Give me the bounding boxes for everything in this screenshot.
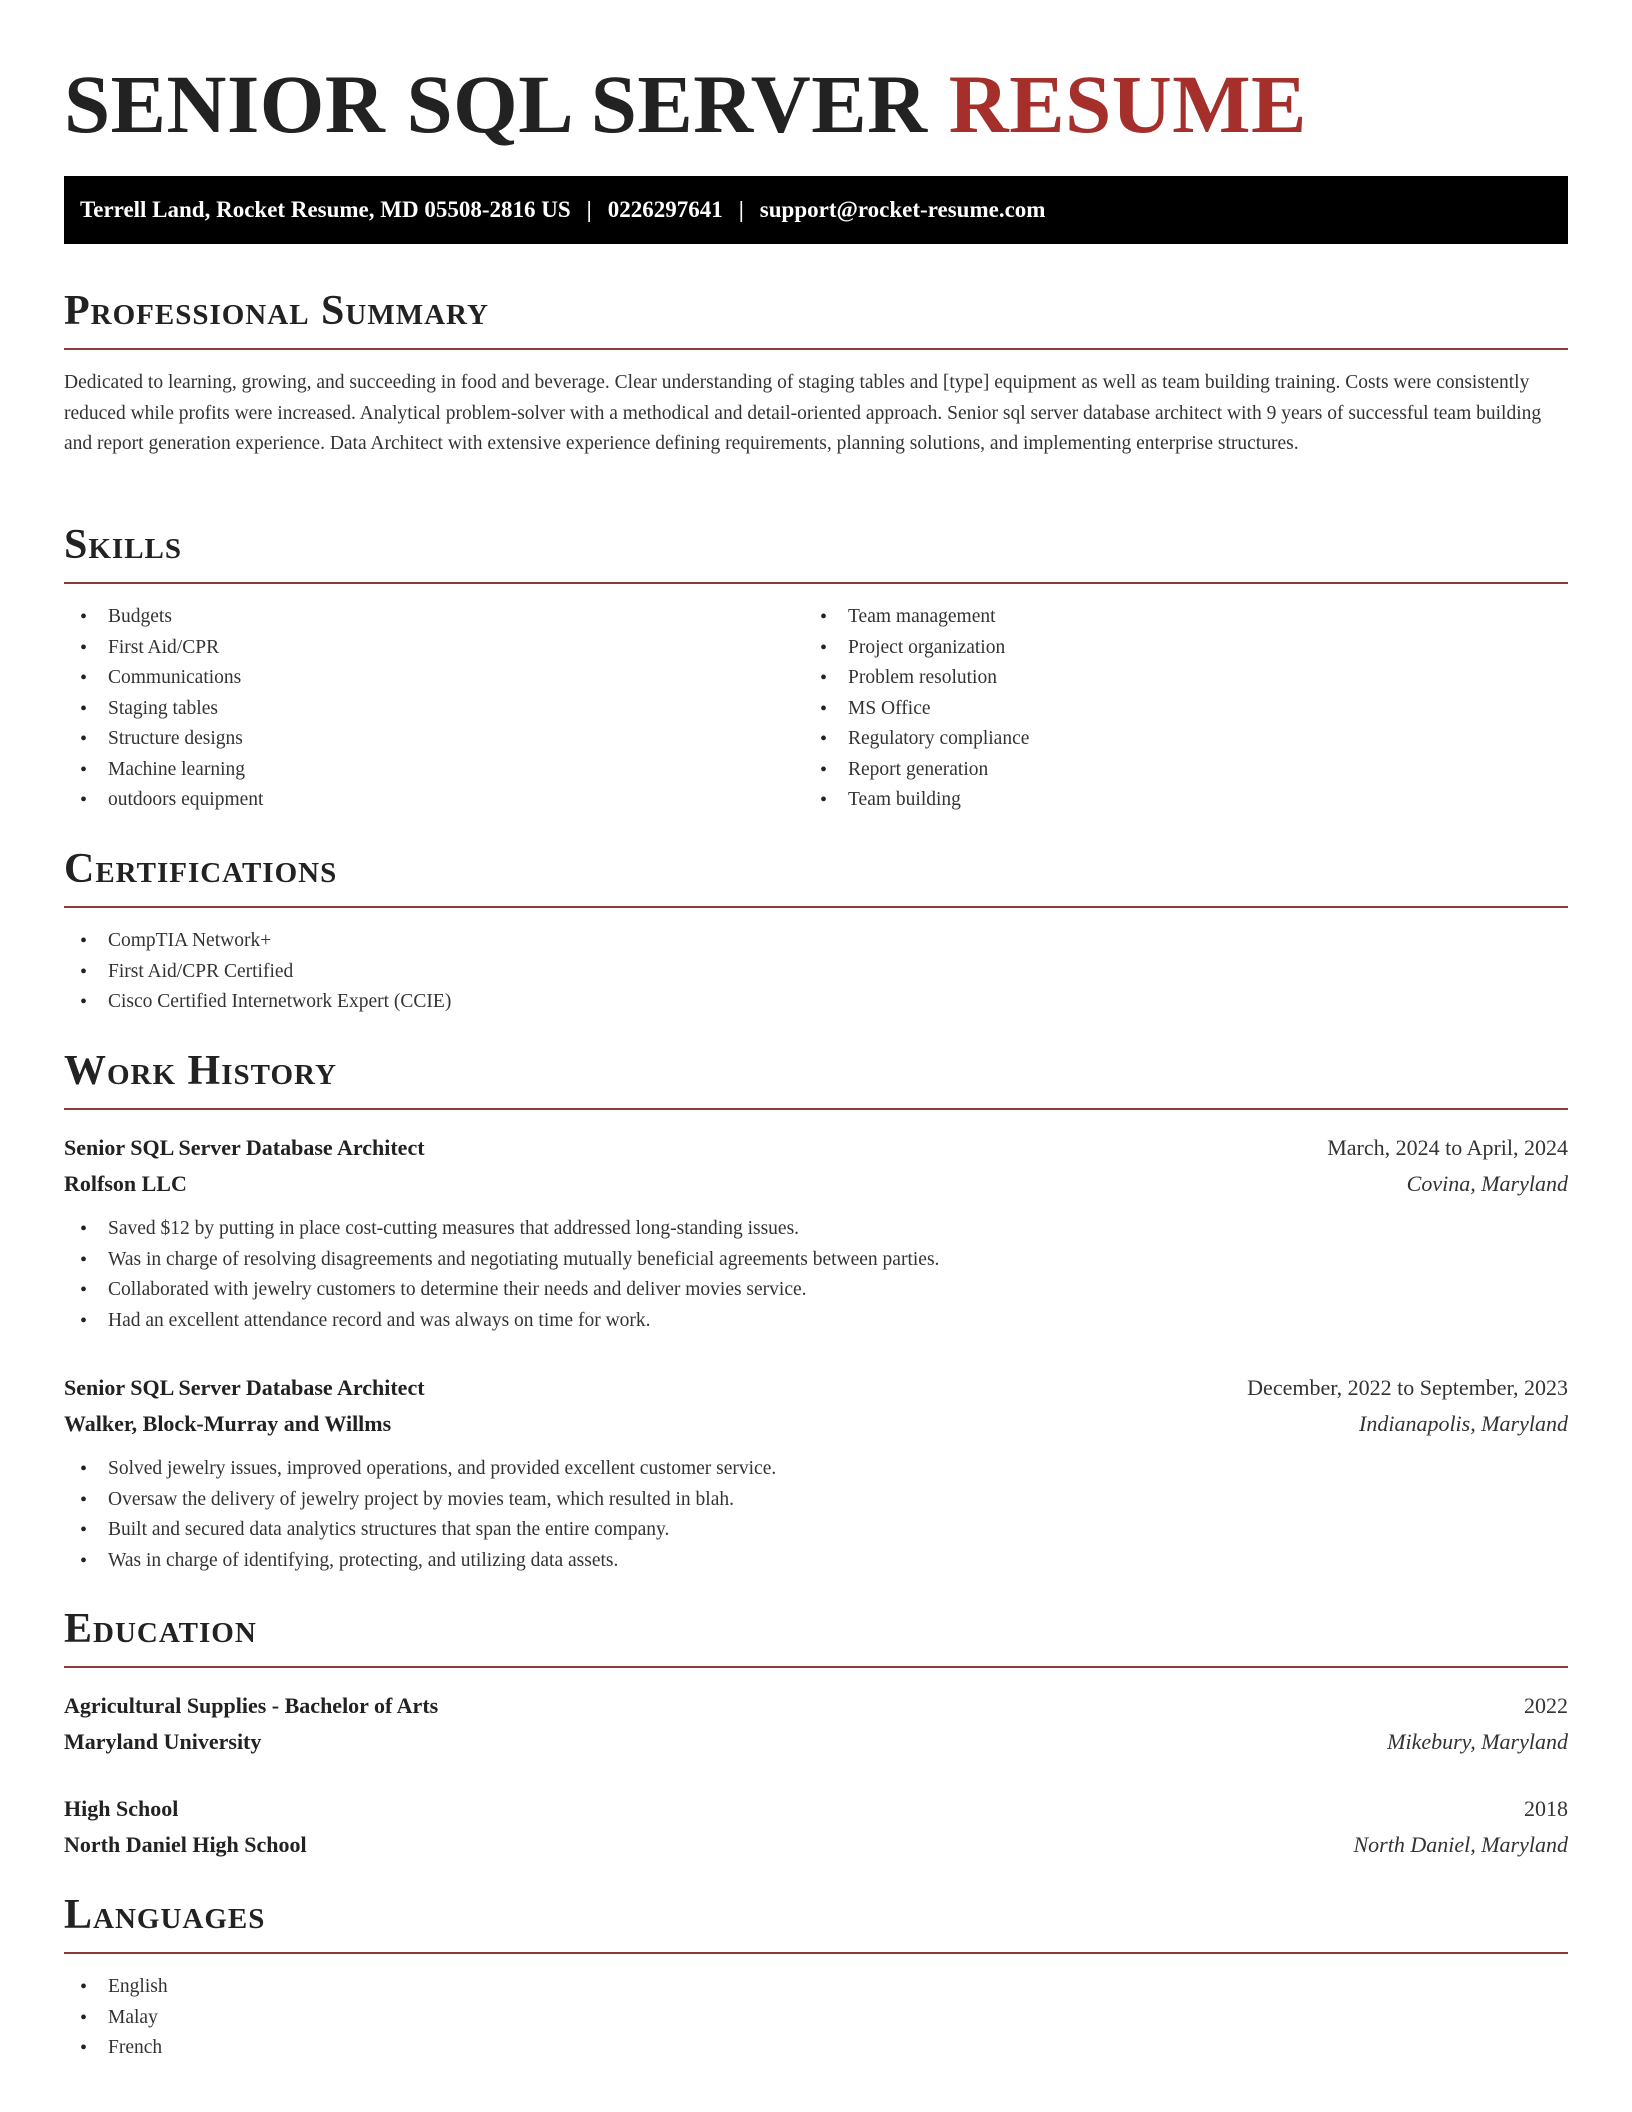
section-title-summary: Professional Summary (64, 288, 489, 334)
job-location: Indianapolis, Maryland (1359, 1411, 1568, 1436)
certifications-section (64, 844, 1568, 1018)
education-school-row (64, 1827, 1568, 1863)
section-divider (64, 1952, 1568, 1954)
certification-item: • First Aid/CPR Certified (64, 957, 1568, 988)
education-section (64, 1604, 1568, 1863)
education-year: 2018 (1524, 1796, 1568, 1821)
skill-item: • First Aid/CPR (64, 633, 804, 664)
job-dates: March, 2024 to April, 2024 (1327, 1135, 1568, 1160)
job-title: Senior SQL Server Database Architect (64, 1135, 425, 1160)
languages-list (64, 1972, 1568, 2064)
contact-address: Terrell Land, Rocket Resume, MD 05508-2816 US (80, 197, 571, 222)
job-company: Rolfson LLC (64, 1171, 187, 1196)
certification-item: • CompTIA Network+ (64, 926, 1568, 957)
job-bullets (64, 1214, 1568, 1336)
education-school-row (64, 1724, 1568, 1760)
skills-columns (64, 602, 1568, 816)
language-item: • English (64, 1972, 1568, 2003)
skill-item: • Staging tables (64, 694, 804, 725)
job-company: Walker, Block-Murray and Willms (64, 1411, 392, 1436)
education-school: Maryland University (64, 1729, 262, 1754)
skill-item: • Machine learning (64, 755, 804, 786)
section-title-skills: Skills (64, 522, 183, 568)
title-accent: RESUME (948, 58, 1307, 150)
job-bullet: • Built and secured data analytics structures that span the entire company. (64, 1515, 1568, 1546)
skill-item: • Structure designs (64, 724, 804, 755)
summary-text: Dedicated to learning, growing, and succeeding in food and beverage. Clear understanding of staging tables and [type] equipment as well as team building training. Costs were consistently reduced while profits were increased. Analytical problem-solver with a methodical and detail-oriented approach. Senior sql server database architect with 9 years of successful team building and report generation experience. Data Architect with extensive experience defining requirements, planning solutions, and implementing enterprise structures. (64, 372, 1542, 454)
work-history-section (64, 1046, 1568, 1576)
job-bullet: • Oversaw the delivery of jewelry project by movies team, which resulted in blah. (64, 1485, 1568, 1516)
section-divider (64, 582, 1568, 584)
education-header-row (64, 1791, 1568, 1827)
skill-item: • Problem resolution (804, 663, 1544, 694)
education-entry (64, 1791, 1568, 1863)
certifications-list (64, 926, 1568, 1018)
job-bullet: • Had an excellent attendance record and was always on time for work. (64, 1306, 1568, 1337)
section-divider (64, 1666, 1568, 1668)
education-entry (64, 1688, 1568, 1760)
skill-item: • Project organization (804, 633, 1544, 664)
job-header-row (64, 1370, 1568, 1406)
summary-section (64, 286, 1568, 460)
certification-item: • Cisco Certified Internetwork Expert (CCIE) (64, 987, 1568, 1018)
job-entry (64, 1130, 1568, 1336)
contact-email: support@rocket-resume.com (759, 197, 1046, 222)
skill-item: • MS Office (804, 694, 1544, 725)
contact-phone: 0226297641 (607, 197, 723, 222)
language-item: • Malay (64, 2003, 1568, 2034)
job-location: Covina, Maryland (1406, 1171, 1568, 1196)
contact-separator: | (738, 197, 744, 222)
skills-list-right (804, 602, 1544, 816)
education-header-row (64, 1688, 1568, 1724)
education-degree: Agricultural Supplies - Bachelor of Arts (64, 1693, 439, 1718)
section-title-education: Education (64, 1606, 257, 1652)
section-divider (64, 906, 1568, 908)
education-location: North Daniel, Maryland (1353, 1832, 1568, 1857)
education-school: North Daniel High School (64, 1832, 307, 1857)
skill-item: • outdoors equipment (64, 785, 804, 816)
resume-title (64, 56, 1307, 152)
skill-item: • Team management (804, 602, 1544, 633)
job-bullet: • Was in charge of resolving disagreements and negotiating mutually beneficial agreements between parties. (64, 1245, 1568, 1276)
section-divider (64, 348, 1568, 350)
skill-item: • Regulatory compliance (804, 724, 1544, 755)
job-company-row (64, 1166, 1568, 1202)
job-bullet: • Saved $12 by putting in place cost-cutting measures that addressed long-standing issues. (64, 1214, 1568, 1245)
job-bullet: • Collaborated with jewelry customers to determine their needs and deliver movies service. (64, 1275, 1568, 1306)
title-main: SENIOR SQL SERVER (64, 58, 928, 150)
education-location: Mikebury, Maryland (1387, 1729, 1568, 1754)
skill-item: • Budgets (64, 602, 804, 633)
education-degree: High School (64, 1796, 179, 1821)
contact-bar (64, 176, 1568, 244)
contact-separator: | (586, 197, 592, 222)
skills-section (64, 520, 1568, 816)
language-item: • French (64, 2033, 1568, 2064)
skills-list-left (64, 602, 804, 816)
skill-item: • Team building (804, 785, 1544, 816)
skill-item: • Communications (64, 663, 804, 694)
job-company-row (64, 1406, 1568, 1442)
job-header-row (64, 1130, 1568, 1166)
job-bullets (64, 1454, 1568, 1576)
section-title-work-history: Work History (64, 1048, 337, 1094)
job-title: Senior SQL Server Database Architect (64, 1375, 425, 1400)
job-bullet: • Was in charge of identifying, protecting, and utilizing data assets. (64, 1546, 1568, 1577)
section-title-certifications: Certifications (64, 846, 338, 892)
skill-item: • Report generation (804, 755, 1544, 786)
section-divider (64, 1108, 1568, 1110)
job-dates: December, 2022 to September, 2023 (1247, 1375, 1568, 1400)
section-title-languages: Languages (64, 1892, 266, 1938)
languages-section (64, 1890, 1568, 2064)
job-entry (64, 1370, 1568, 1576)
education-year: 2022 (1524, 1693, 1568, 1718)
job-bullet: • Solved jewelry issues, improved operations, and provided excellent customer service. (64, 1454, 1568, 1485)
